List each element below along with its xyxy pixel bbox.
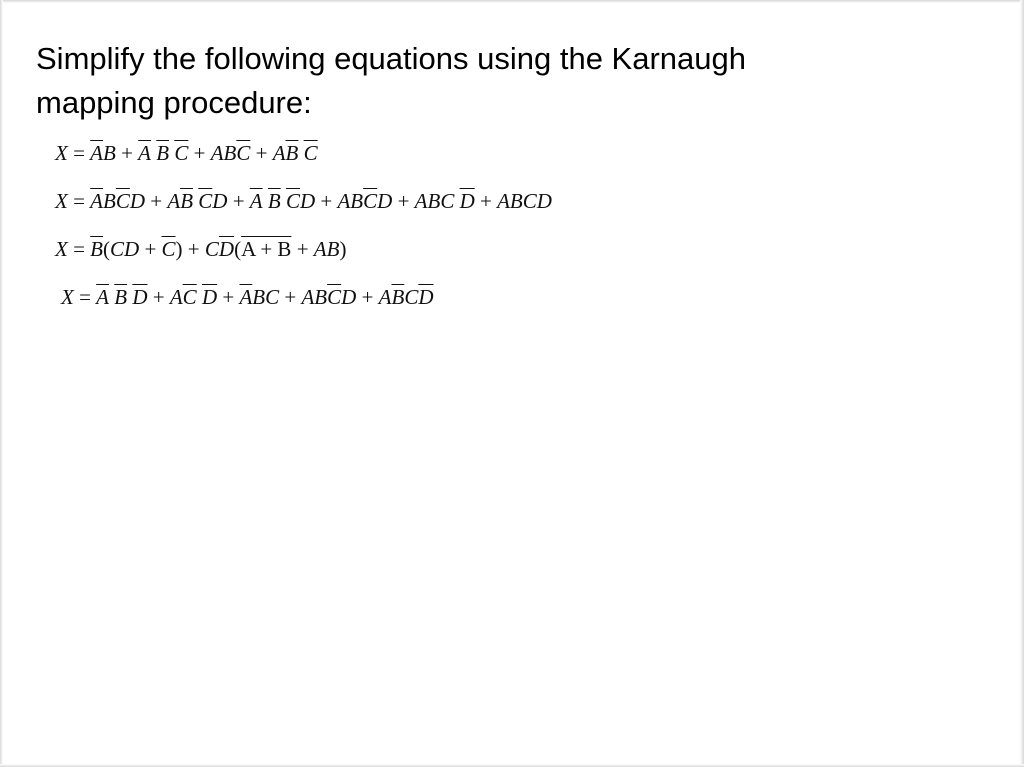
complemented-variable: $\overline{C}$ bbox=[236, 141, 251, 165]
variable-term: X bbox=[55, 189, 68, 213]
operator-text: + bbox=[356, 285, 379, 309]
complemented-variable: $\overline{B}$ bbox=[180, 189, 194, 213]
complemented-variable: $\overline{B}$ bbox=[156, 141, 170, 165]
operator-text: + bbox=[315, 189, 338, 213]
complemented-variable: $\overline{A}$ bbox=[239, 285, 253, 309]
complemented-variable: $\overline{B}$ bbox=[114, 285, 128, 309]
operator-text: + bbox=[474, 189, 498, 213]
operator-text: = bbox=[67, 141, 91, 165]
variable-term: ABC bbox=[414, 189, 455, 213]
variable-term: C bbox=[204, 237, 219, 261]
slide-edge-left bbox=[0, 0, 3, 767]
variable-term: BC bbox=[252, 285, 280, 309]
complemented-variable: $\overline{C}$ bbox=[363, 189, 378, 213]
complemented-variable: $\overline{A}$ bbox=[90, 189, 103, 213]
variable-term: B bbox=[103, 141, 116, 165]
operator-text: + bbox=[139, 237, 162, 261]
complemented-variable: $\overline{D}$ bbox=[132, 285, 148, 309]
complemented-variable: $\overline{C}$ bbox=[161, 237, 176, 261]
variable-term: A bbox=[169, 285, 183, 309]
variable-term: AB bbox=[337, 189, 364, 213]
variable-term: D bbox=[341, 285, 357, 309]
operator-text: + bbox=[147, 285, 170, 309]
complemented-variable: $\overline{C}$ bbox=[285, 189, 300, 213]
complemented-variable: $\overline{C}$ bbox=[182, 285, 197, 309]
variable-term: A bbox=[378, 285, 392, 309]
variable-term: B bbox=[103, 189, 116, 213]
operator-text: ) bbox=[339, 237, 347, 261]
equation-4 bbox=[61, 282, 552, 330]
complemented-variable: $\overline{A}$ bbox=[96, 285, 109, 309]
slide-title-line-1: Simplify the following equations using the Karnaugh bbox=[36, 41, 747, 76]
variable-term: AB bbox=[210, 141, 237, 165]
operator-text: + bbox=[227, 189, 250, 213]
operator-text: + bbox=[291, 237, 314, 261]
variable-term: X bbox=[55, 141, 68, 165]
complemented-variable: $\overline{B}$ bbox=[285, 141, 299, 165]
operator-text: + bbox=[145, 189, 168, 213]
operator-text: ( bbox=[103, 237, 110, 261]
variable-term: A bbox=[272, 141, 286, 165]
complemented-variable: $\overline{A}$ bbox=[138, 141, 151, 165]
complemented-variable: $\overline{D}$ bbox=[418, 285, 434, 309]
operator-text: + bbox=[115, 141, 139, 165]
equation-3 bbox=[55, 234, 552, 282]
operator-text: ( bbox=[234, 237, 242, 261]
complemented-variable: $\overline{C}$ bbox=[198, 189, 213, 213]
variable-term: AB bbox=[313, 237, 340, 261]
complemented-variable: $\overline{D}$ bbox=[201, 285, 218, 309]
variable-term: C bbox=[404, 285, 419, 309]
operator-text: + bbox=[250, 141, 273, 165]
slide-title-line-2: mapping procedure: bbox=[36, 85, 312, 120]
variable-term: A bbox=[167, 189, 181, 213]
equation-1 bbox=[55, 138, 552, 186]
complemented-variable: $\overline{A}$ bbox=[90, 141, 103, 165]
complemented-variable: $\overline{D}$ bbox=[459, 189, 475, 213]
slide-edge-right bbox=[1020, 0, 1024, 767]
equation-list bbox=[55, 138, 552, 330]
variable-term: D bbox=[212, 189, 228, 213]
complemented-variable: $\overline{B}$ bbox=[391, 285, 405, 309]
slide-title bbox=[36, 37, 936, 125]
variable-term: ABCD bbox=[497, 189, 552, 213]
operator-text: + bbox=[392, 189, 415, 213]
complemented-variable: $\overline{B}$ bbox=[90, 237, 103, 261]
variable-term: AB bbox=[301, 285, 328, 309]
operator-text: ) + bbox=[175, 237, 205, 261]
variable-term: X bbox=[55, 237, 68, 261]
complemented-variable: $\overline{C}$ bbox=[174, 141, 189, 165]
operator-text: + bbox=[188, 141, 211, 165]
variable-term: D bbox=[299, 189, 316, 213]
operator-text: + bbox=[217, 285, 240, 309]
complemented-variable: $\overline{C}$ bbox=[327, 285, 342, 309]
complemented-variable: $\overline{B}$ bbox=[267, 189, 281, 213]
operator-text: = bbox=[73, 285, 97, 309]
complemented-group: A + B bbox=[241, 237, 292, 261]
operator-text: = bbox=[67, 237, 91, 261]
variable-term: D bbox=[377, 189, 393, 213]
equation-2 bbox=[55, 186, 552, 234]
complemented-variable: $\overline{D}$ bbox=[218, 237, 235, 261]
operator-text: + bbox=[279, 285, 302, 309]
operator-text: = bbox=[67, 189, 91, 213]
variable-term: X bbox=[61, 285, 74, 309]
variable-term: D bbox=[129, 189, 146, 213]
slide-edge-top bbox=[0, 0, 1024, 3]
complemented-variable: $\overline{C}$ bbox=[303, 141, 318, 165]
complemented-variable: $\overline{A}$ bbox=[249, 189, 263, 213]
variable-term: CD bbox=[110, 237, 140, 261]
complemented-variable: $\overline{C}$ bbox=[115, 189, 130, 213]
